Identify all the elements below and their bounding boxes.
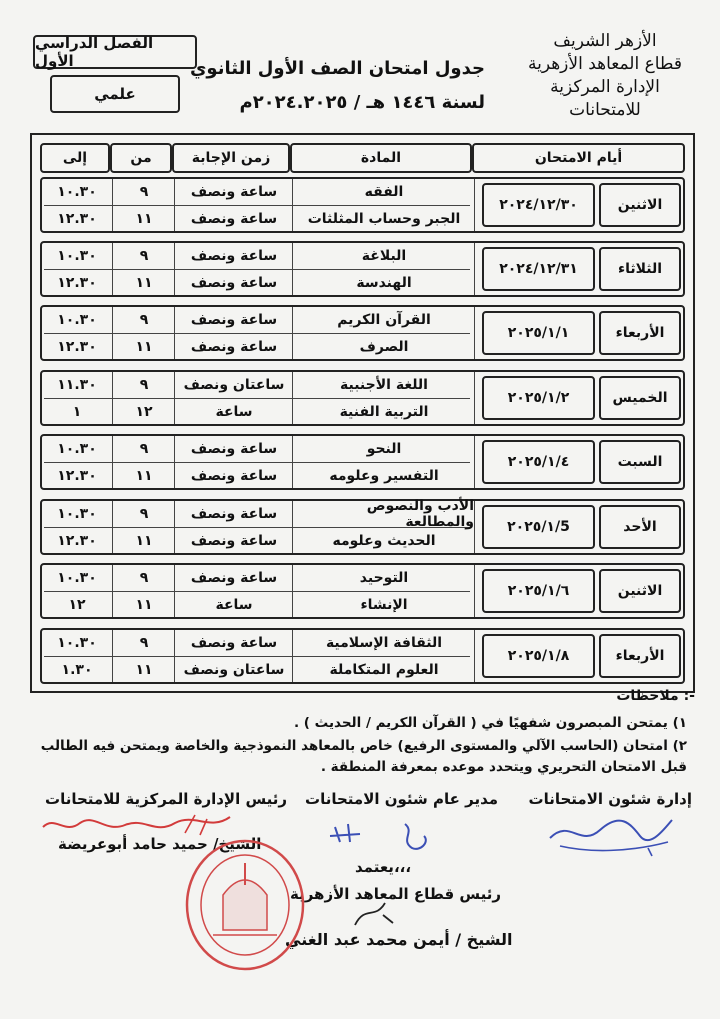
subject-cell: البلاغة xyxy=(361,248,407,264)
subject-cell: القرآن الكريم xyxy=(337,312,431,328)
start-time-cell: ١١ xyxy=(135,275,153,291)
subject-cell: التربية الفنية xyxy=(339,404,429,420)
column-divider xyxy=(474,307,475,359)
signature-exam-affairs xyxy=(540,808,680,858)
day-name: الثلاثاء xyxy=(599,247,681,291)
end-time-cell: ١١.٣٠ xyxy=(57,377,97,393)
start-time-cell: ١١ xyxy=(135,662,153,678)
subject-cell: الإنشاء xyxy=(360,597,408,613)
end-time-cell: ١٠.٣٠ xyxy=(57,184,97,200)
central-head-title: رئيس الإدارة المركزية للامتحانات xyxy=(45,790,288,808)
duration-cell: ساعتان ونصف xyxy=(183,377,285,393)
subject-cell: الصرف xyxy=(359,339,409,355)
duration-cell: ساعة ونصف xyxy=(190,339,278,355)
day-name: الأربعاء xyxy=(599,311,681,355)
start-time-cell: ٩ xyxy=(139,377,149,393)
day-group xyxy=(40,434,685,490)
duration-cell: ساعة ونصف xyxy=(190,441,278,457)
exam-date: ٢٠٢٤/١٢/٣١ xyxy=(482,247,595,291)
end-time-cell: ١٢.٣٠ xyxy=(57,339,97,355)
start-time-cell: ٩ xyxy=(139,312,149,328)
exam-date: ٢٠٢٥/١/٢ xyxy=(482,376,595,420)
end-time-cell: ١٠.٣٠ xyxy=(57,570,97,586)
end-time-cell: ١٢.٣٠ xyxy=(57,211,97,227)
column-divider xyxy=(474,436,475,488)
duration-cell: ساعة ونصف xyxy=(190,570,278,586)
day-name: السبت xyxy=(599,440,681,484)
start-time-cell: ٩ xyxy=(139,506,149,522)
exam-date: ٢٠٢٥/١/٨ xyxy=(482,634,595,678)
duration-cell: ساعة ونصف xyxy=(190,184,278,200)
end-time-cell: ١٠.٣٠ xyxy=(57,635,97,651)
subject-cell: النحو xyxy=(366,441,402,457)
duration-cell: ساعة ونصف xyxy=(190,248,278,264)
exam-date: ٢٠٢٤/١٢/٣٠ xyxy=(482,183,595,227)
note-2: ٢) امتحان (الحاسب الآلي والمستوى الرفيع) خاص بالمعاهد النموذجية والخاصة ويمتحن فيه الطالب قبل الامتحان التحريري ويتحدد موعده بمعرفة المنطقة . xyxy=(40,738,687,775)
duration-cell: ساعة ونصف xyxy=(190,211,278,227)
duration-cell: ساعة ونصف xyxy=(190,533,278,549)
start-time-cell: ٩ xyxy=(139,184,149,200)
subject-cell: العلوم المتكاملة xyxy=(329,662,439,678)
day-group xyxy=(40,370,685,426)
exam-date: ٢٠٢٥/١/5 xyxy=(482,505,595,549)
subject-cell: الجبر وحساب المثلثات xyxy=(307,211,461,227)
subject-cell: التوحيد xyxy=(359,570,409,586)
start-time-cell: ١٢ xyxy=(135,404,153,420)
approval-label: يعتمد،،، xyxy=(355,858,412,876)
day-group xyxy=(40,177,685,233)
subject-cell: الحديث وعلومه xyxy=(332,533,436,549)
central-head-name: الشيخ/ حميد حامد أبوعريضة xyxy=(58,835,262,853)
document-title: جدول امتحان الصف الأول الثانوي xyxy=(189,58,485,79)
exam-affairs-title: إدارة شئون الامتحانات xyxy=(528,790,692,808)
column-divider xyxy=(474,630,475,682)
header-subject: المادة xyxy=(290,143,472,173)
end-time-cell: ١ xyxy=(72,404,82,420)
sector-head-title: رئيس قطاع المعاهد الأزهرية xyxy=(290,885,501,903)
day-group xyxy=(40,628,685,684)
day-name: الأربعاء xyxy=(599,634,681,678)
column-divider xyxy=(474,179,475,231)
section-label: علمي xyxy=(94,85,136,103)
duration-cell: ساعة ونصف xyxy=(190,468,278,484)
duration-cell: ساعة ونصف xyxy=(190,506,278,522)
day-name: الأحد xyxy=(599,505,681,549)
semester-box xyxy=(33,35,197,69)
day-group xyxy=(40,499,685,555)
end-time-cell: ١٠.٣٠ xyxy=(57,248,97,264)
duration-cell: ساعة ونصف xyxy=(190,312,278,328)
day-group xyxy=(40,305,685,361)
header-exam-days: أيام الامتحان xyxy=(472,143,685,173)
signature-sector-head xyxy=(345,895,405,935)
end-time-cell: ١٠.٣٠ xyxy=(57,506,97,522)
day-group xyxy=(40,241,685,297)
exam-date: ٢٠٢٥/١/٤ xyxy=(482,440,595,484)
end-time-cell: ١.٣٠ xyxy=(61,662,93,678)
duration-cell: ساعة xyxy=(215,404,253,420)
column-divider xyxy=(474,501,475,553)
header-to: إلى xyxy=(40,143,110,173)
start-time-cell: ٩ xyxy=(139,635,149,651)
day-name: الخميس xyxy=(599,376,681,420)
start-time-cell: ١١ xyxy=(135,533,153,549)
start-time-cell: ١١ xyxy=(135,339,153,355)
end-time-cell: ١٢.٣٠ xyxy=(57,275,97,291)
sector-head-name: الشيخ / أيمن محمد عبد الغني xyxy=(285,930,513,949)
day-name: الاثنين xyxy=(599,183,681,227)
start-time-cell: ١١ xyxy=(135,597,153,613)
subject-cell: اللغة الأجنبية xyxy=(340,377,428,393)
organization-header xyxy=(515,30,695,122)
end-time-cell: ١٠.٣٠ xyxy=(57,441,97,457)
org-line-2: قطاع المعاهد الأزهرية xyxy=(527,54,683,74)
section-box xyxy=(50,75,180,113)
day-group xyxy=(40,563,685,619)
start-time-cell: ١١ xyxy=(135,468,153,484)
end-time-cell: ١٢ xyxy=(68,597,86,613)
general-manager-title: مدير عام شئون الامتحانات xyxy=(305,790,499,808)
exam-date: ٢٠٢٥/١/٦ xyxy=(482,569,595,613)
subject-cell: الهندسة xyxy=(356,275,412,291)
subject-cell: الأدب والنصوص والمطالعة xyxy=(366,498,474,530)
org-line-1: الأزهر الشريف xyxy=(553,31,657,51)
column-divider xyxy=(474,243,475,295)
end-time-cell: ١٢.٣٠ xyxy=(57,533,97,549)
subject-cell: الثقافة الإسلامية xyxy=(325,635,443,651)
notes-title: ملاحظات :- xyxy=(616,688,695,704)
end-time-cell: ١٢.٣٠ xyxy=(57,468,97,484)
subject-cell: الفقه xyxy=(364,184,404,200)
start-time-cell: ١١ xyxy=(135,211,153,227)
org-line-3: الإدارة المركزية للامتحانات xyxy=(550,77,660,120)
document-year: لسنة ١٤٤٦ هـ / ٢٠٢٤.٢٠٢٥م xyxy=(239,92,485,113)
signature-general-manager xyxy=(320,812,440,857)
official-stamp xyxy=(183,835,308,975)
end-time-cell: ١٠.٣٠ xyxy=(57,312,97,328)
duration-cell: ساعة ونصف xyxy=(190,275,278,291)
start-time-cell: ٩ xyxy=(139,441,149,457)
semester-label: الفصل الدراسي الأول xyxy=(35,34,154,70)
start-time-cell: ٩ xyxy=(139,248,149,264)
duration-cell: ساعة ونصف xyxy=(190,635,278,651)
column-divider xyxy=(474,372,475,424)
day-name: الاثنين xyxy=(599,569,681,613)
header-duration: زمن الإجابة xyxy=(172,143,290,173)
column-divider xyxy=(474,565,475,617)
note-1: ١) يمتحن المبصرون شفهيًا في ( القرآن الكريم / الحديث ) . xyxy=(293,715,687,731)
exam-date: ٢٠٢٥/١/١ xyxy=(482,311,595,355)
subject-cell: التفسير وعلومه xyxy=(329,468,439,484)
start-time-cell: ٩ xyxy=(139,570,149,586)
duration-cell: ساعة xyxy=(215,597,253,613)
header-from: من xyxy=(110,143,172,173)
duration-cell: ساعتان ونصف xyxy=(183,662,285,678)
